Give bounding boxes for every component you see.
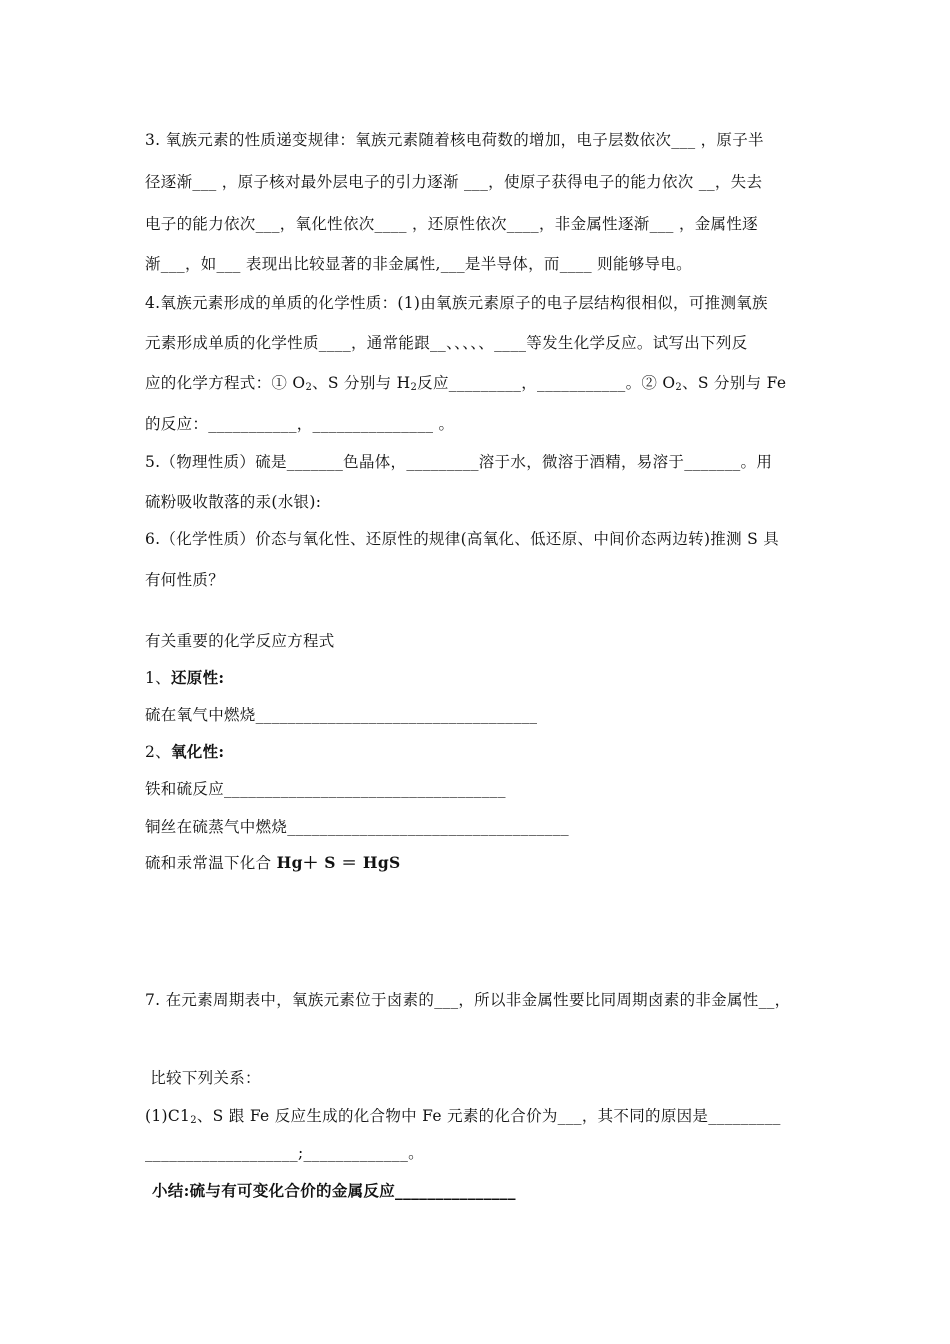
burn-in-oxygen-line: 硫在氧气中燃烧___________________________________ — [145, 706, 538, 724]
section4-line3-mid1: 、S 分别与 H — [312, 374, 411, 392]
iron-sulfur-line: 铁和硫反应___________________________________ — [145, 780, 506, 798]
oxidizing-label: 氧化性: — [170, 742, 225, 761]
section4-line1: 4.氧族元素形成的单质的化学性质：(1)由氧族元素原子的电子层结构很相似，可推测氧族 — [145, 294, 768, 312]
subscript: 2 — [190, 1115, 197, 1126]
mercury-equation: Hg＋ S ＝ HgS — [276, 853, 401, 872]
section4-line4: 的反应：___________，_______________ 。 — [145, 415, 455, 433]
section5-line1: 5.（物理性质）硫是_______色晶体，_________溶于水，微溶于酒精，易溶于_______。用 — [145, 453, 773, 471]
compare-line1 — [145, 1104, 781, 1126]
section7-line1: 7. 在元素周期表中，氧族元素位于卤素的___，所以非金属性要比同周期卤素的非金属性__， — [145, 991, 791, 1009]
section6-line2: 有何性质？ — [145, 571, 225, 589]
reducing-label: 还原性: — [170, 668, 225, 687]
section4-line3-prefix: 应的化学方程式：① O — [145, 374, 306, 392]
section4-line3 — [145, 371, 786, 393]
subscript: 2 — [410, 382, 418, 393]
subscript: 2 — [305, 382, 313, 393]
section4-line3-suffix: 、S 分别与 Fe — [682, 374, 787, 392]
reducing-number: 1、 — [145, 669, 171, 687]
copper-sulfur-line: 铜丝在硫蒸气中燃烧___________________________________ — [145, 818, 569, 836]
reactions-heading: 有关重要的化学反应方程式 — [145, 632, 335, 650]
section3-line3: 电子的能力依次___，氧化性依次____ ，还原性依次____，非金属性逐渐___ ，金属性逐 — [145, 215, 758, 233]
section5-line2: 硫粉吸收散落的汞(水银): — [145, 493, 322, 511]
section6-line1: 6.（化学性质）价态与氧化性、还原性的规律(高氧化、低还原、中间价态两边转)推测 S 具 — [145, 530, 780, 548]
compare-line1-prefix: (1)C1 — [145, 1107, 191, 1125]
section3-line1: 3. 氧族元素的性质递变规律：氧族元素随着核电荷数的增加，电子层数依次___ ，原子半 — [145, 131, 764, 149]
compare-heading: 比较下列关系： — [145, 1069, 261, 1087]
subscript: 2 — [675, 382, 683, 393]
oxidizing-number: 2、 — [145, 743, 171, 761]
compare-line2: ___________________;_____________。 — [145, 1144, 424, 1162]
oxidizing-heading — [145, 740, 224, 762]
mercury-sulfur-line — [145, 851, 400, 873]
compare-line1-rest: 、S 跟 Fe 反应生成的化合物中 Fe 元素的化合价为___，其不同的原因是_________ — [196, 1107, 781, 1125]
section3-line2: 径逐渐___ ，原子核对最外层电子的引力逐渐 ___，使原子获得电子的能力依次 __，失去 — [145, 173, 763, 191]
section3-line4: 渐___，如___ 表现出比较显著的非金属性,___是半导体，而____ 则能够导电。 — [145, 255, 692, 273]
reducing-heading — [145, 666, 224, 688]
summary-line: 小结:硫与有可变化合价的金属反应_______________ — [152, 1181, 516, 1200]
mercury-prefix: 硫和汞常温下化合 — [145, 854, 277, 872]
section4-line2: 元素形成单质的化学性质____，通常能跟__、、、、、____等发生化学反应。试写出下列反 — [145, 334, 748, 352]
section4-line3-mid2: 反应_________，___________。② O — [417, 374, 676, 392]
